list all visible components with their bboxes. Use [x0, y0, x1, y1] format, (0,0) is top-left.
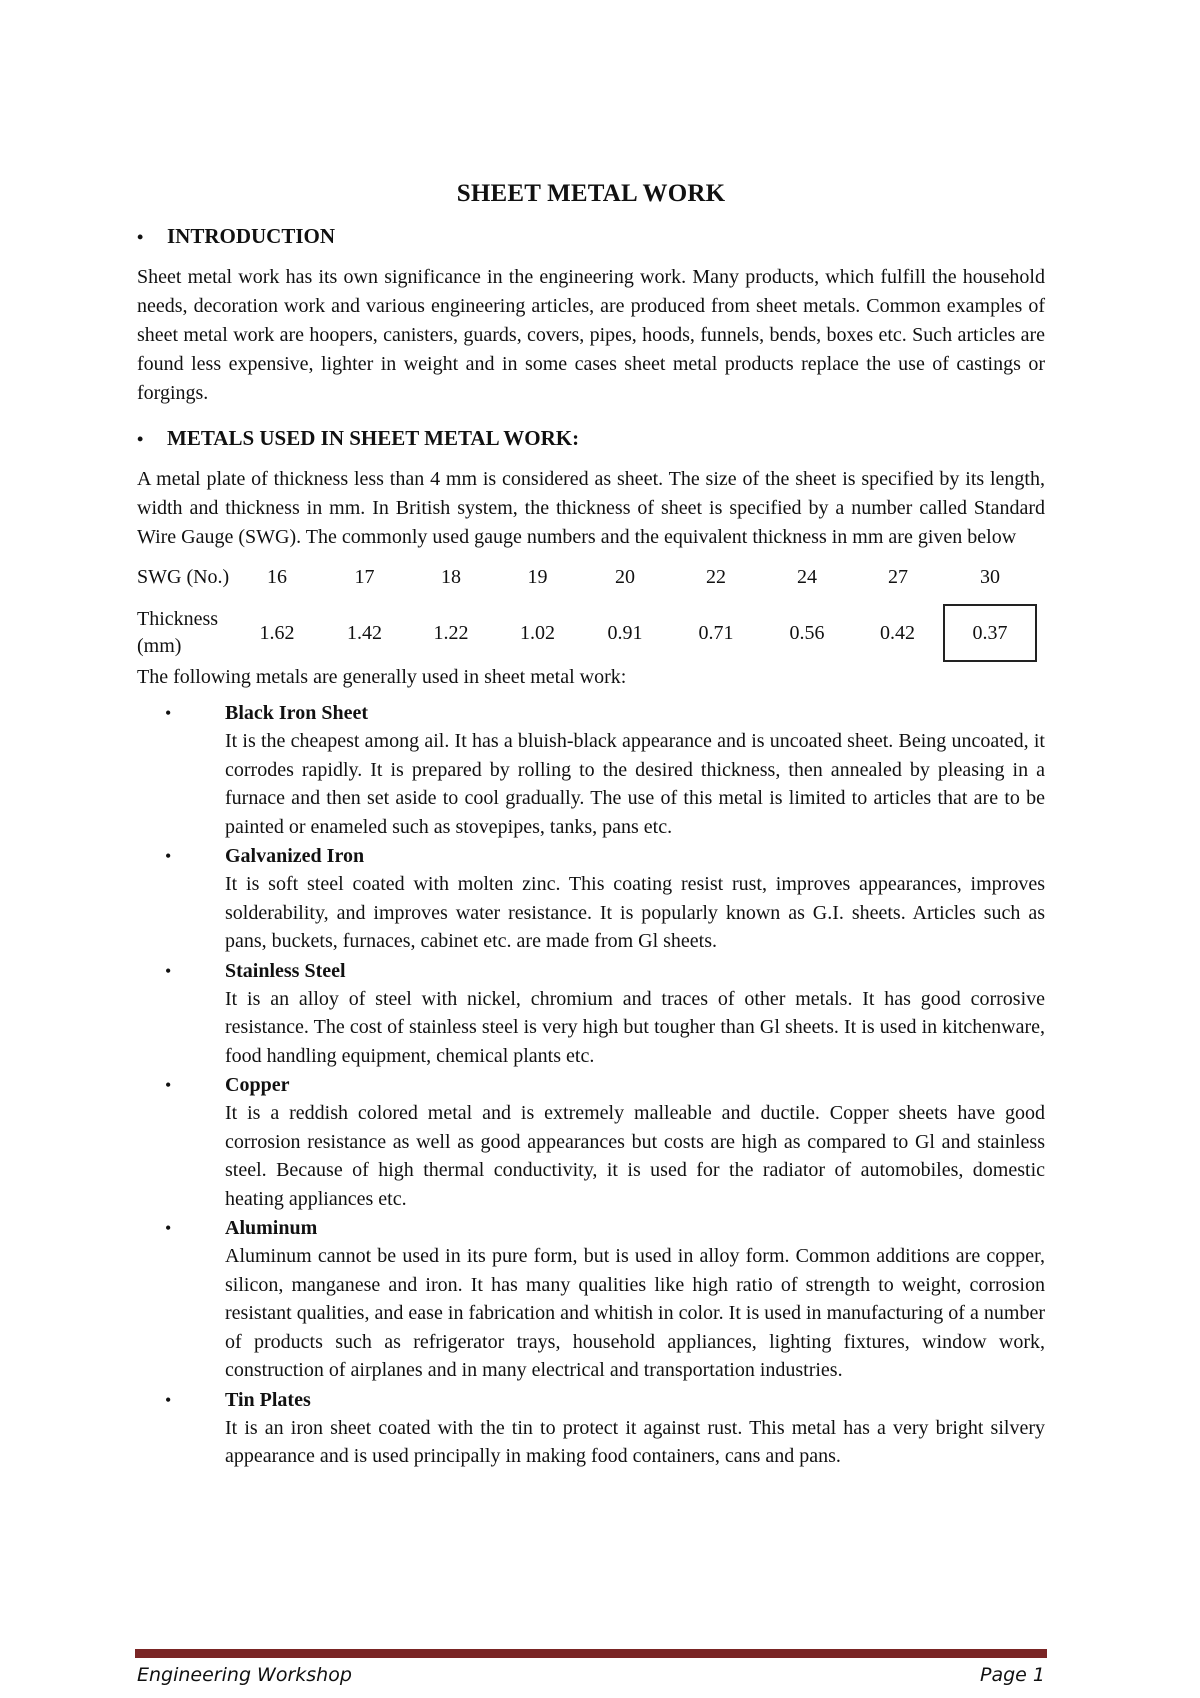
metals-paragraph: A metal plate of thickness less than 4 mm is considered as sheet. The size of the sheet is specified by its length, width and thickness in mm. In British system, the thickness of sheet is specified by a number called Standard Wire Gauge (SWG). The commonly used gauge numbers and the equivalent thickness in mm are given below — [137, 468, 1045, 548]
metal-description: Aluminum cannot be used in its pure form, but is used in alloy form. Common additions are copper, silicon, manganese and iron. It has many qualities like high ratio of strength to weight, corrosion resistant qualities, and ease in fabrication and whitish in color. It is used in manufacturing of a number of products such as refrigerator trays, household appliances, lighting fixtures, window work, construction of airplanes and in many electrical and transportation industries. — [225, 1245, 1045, 1381]
bullet: • — [165, 703, 172, 723]
thickness-cell: 1.62 — [259, 621, 295, 644]
metal-name: Stainless Steel — [225, 959, 346, 982]
section-heading-text: INTRODUCTION — [167, 224, 336, 248]
swg-cell: 18 — [441, 566, 461, 588]
thickness-cell: 1.02 — [520, 621, 555, 644]
swg-cell: 22 — [706, 566, 726, 588]
thickness-cell: 0.56 — [789, 621, 825, 644]
thickness-cell: 1.22 — [433, 621, 469, 644]
thickness-row — [137, 605, 1036, 661]
footer-rule — [135, 1649, 1047, 1658]
document-title: SHEET METAL WORK — [456, 180, 726, 207]
bullet: • — [165, 960, 172, 981]
list-item — [137, 842, 1045, 956]
metal-description: It is a reddish colored metal and is extremely malleable and ductile. Copper sheets have good corrosion resistance as well as good appearances but costs are high as compared to Gl and stainless steel. Because of high thermal conductivity, it is used for the radiator of automobiles, domestic heating appliances etc. — [225, 1102, 1045, 1210]
page-footer — [137, 1664, 1045, 1686]
section-heading-text: METALS USED IN SHEET METAL WORK: — [167, 426, 580, 450]
swg-cell: 19 — [527, 566, 548, 588]
metal-name: Galvanized Iron — [225, 845, 365, 867]
metal-name: Aluminum — [225, 1217, 318, 1239]
bullet: • — [137, 429, 144, 449]
bullet: • — [137, 227, 144, 247]
thickness-row-header: Thickness (mm) — [137, 608, 219, 657]
swg-cell: 24 — [797, 566, 817, 588]
swg-cell: 30 — [980, 565, 1000, 588]
bullet: • — [165, 1218, 172, 1238]
swg-row — [137, 550, 1036, 605]
bullet: • — [165, 1389, 172, 1410]
metals-list — [137, 699, 1045, 1471]
swg-cell: 27 — [888, 566, 908, 588]
swg-cell: 16 — [267, 566, 287, 588]
thickness-cell: 0.91 — [607, 621, 643, 644]
thickness-cell: 0.71 — [698, 621, 734, 644]
list-item — [137, 1214, 1045, 1385]
metal-name: Black Iron Sheet — [225, 702, 368, 724]
document-page — [137, 180, 1045, 1472]
metal-description: It is soft steel coated with molten zinc. This coating resist rust, improves appearances, improves solderability, and improves water resistance. It is popularly known as G.I. sheets. Articles such as pans, buckets, furnaces, cabinet etc. are made from Gl sheets. — [225, 873, 1045, 952]
bullet: • — [165, 846, 172, 866]
metal-description: It is the cheapest among ail. It has a bluish-black appearance and is uncoated sheet. Being uncoated, it corrodes rapidly. It is prepared by rolling to the desired thickness, then annealed by pleasing in a furnace and then set aside to cool gradually. The use of this metal is limited to articles that are to be painted or enameled such as stovepipes, tanks, pans etc. — [225, 730, 1045, 838]
list-item — [137, 1071, 1045, 1213]
section-heading-metals — [137, 426, 1045, 451]
swg-row-header: SWG (No.) — [137, 566, 230, 588]
thickness-cell: 0.42 — [880, 621, 915, 644]
swg-table — [137, 550, 1037, 662]
metal-description: It is an alloy of steel with nickel, chromium and traces of other metals. It has good corrosive resistance. The cost of stainless steel is very high but tougher than Gl sheets. It is used in kitchenware, food handling equipment, chemical plants etc. — [225, 987, 1045, 1067]
thickness-cell-highlighted: 0.37 — [944, 605, 1036, 661]
list-item — [137, 1386, 1045, 1471]
bullet: • — [165, 1075, 172, 1095]
metal-description: It is an iron sheet coated with the tin to protect it against rust. This metal has a very bright silvery appearance and is used principally in making food containers, cans and pans. — [225, 1416, 1045, 1467]
introduction-paragraph: Sheet metal work has its own significance in the engineering work. Many products, which fulfill the household needs, decoration work and various engineering articles, are produced from sheet metals. Common examples of sheet metal work are hoopers, canisters, guards, covers, pipes, hoods, funnels, bends, boxes etc. Such articles are found less expensive, lighter in weight and in some cases sheet metal products replace the use of castings or forgings. — [137, 266, 1045, 404]
metal-name: Tin Plates — [225, 1388, 311, 1411]
list-item — [137, 699, 1045, 841]
metal-name: Copper — [225, 1074, 290, 1096]
footer-left-text: Engineering Workshop — [137, 1664, 352, 1686]
swg-cell: 17 — [354, 566, 375, 588]
metals-intro: The following metals are generally used in sheet metal work: — [137, 666, 627, 688]
page-number: Page 1 — [980, 1664, 1045, 1686]
swg-cell: 20 — [615, 566, 635, 588]
section-heading-introduction — [137, 224, 1045, 249]
list-item — [137, 957, 1045, 1071]
thickness-cell: 1.42 — [347, 621, 382, 644]
